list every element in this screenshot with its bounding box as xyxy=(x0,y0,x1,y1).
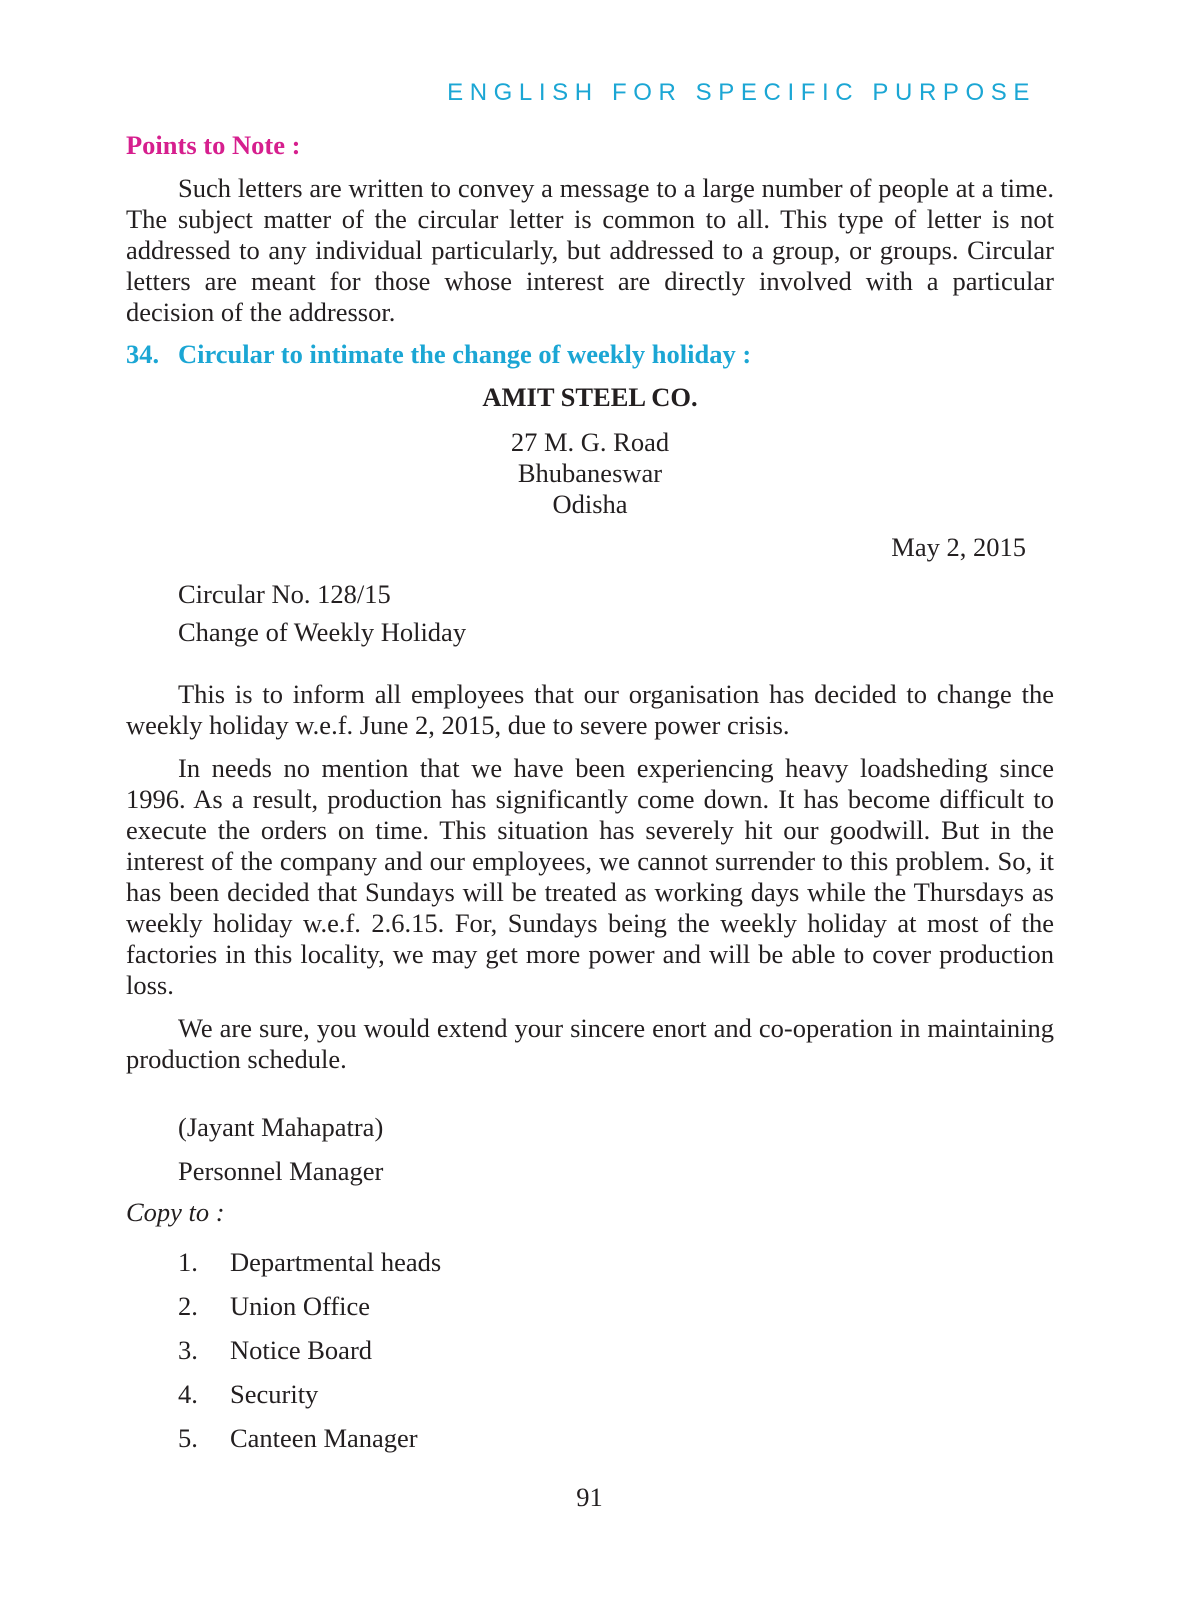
signature-block xyxy=(126,1105,1054,1193)
letter-reference xyxy=(126,575,1054,651)
section-title: Circular to intimate the change of weekly holiday : xyxy=(178,339,752,369)
signatory-title: Personnel Manager xyxy=(178,1156,384,1186)
points-to-note-heading: Points to Note : xyxy=(126,130,301,160)
copy-to-number: 3. xyxy=(178,1335,198,1365)
copy-to-text: Canteen Manager xyxy=(230,1423,418,1453)
company-address xyxy=(126,427,1054,520)
copy-to-label: Copy to : xyxy=(126,1197,225,1227)
circular-letter xyxy=(126,382,1054,1460)
copy-to-number: 4. xyxy=(178,1379,198,1409)
copy-to-text: Security xyxy=(230,1379,319,1409)
address-line: Odisha xyxy=(552,489,628,519)
letter-subject: Change of Weekly Holiday xyxy=(178,617,467,647)
copy-to-text: Departmental heads xyxy=(230,1247,442,1277)
copy-to-number: 1. xyxy=(178,1247,198,1277)
letter-paragraph: We are sure, you would extend your sincere enort and co-operation in maintaining production schedule. xyxy=(126,1013,1054,1074)
running-head: ENGLISH FOR SPECIFIC PURPOSE xyxy=(447,79,1036,106)
section-heading xyxy=(126,339,1054,370)
address-line: Bhubaneswar xyxy=(517,458,663,488)
page-content xyxy=(126,130,1054,1460)
address-line: 27 M. G. Road xyxy=(510,427,670,457)
copy-to-item xyxy=(178,1372,1054,1416)
copy-to-text: Notice Board xyxy=(230,1335,373,1365)
circular-number: Circular No. 128/15 xyxy=(178,579,391,609)
company-name: AMIT STEEL CO. xyxy=(482,382,698,412)
copy-to-number: 5. xyxy=(178,1423,198,1453)
signatory-name: (Jayant Mahapatra) xyxy=(178,1112,384,1142)
letter-paragraph: This is to inform all employees that our organisation has decided to change the weekly holiday w.e.f. June 2, 2015, due to severe power crisis. xyxy=(126,679,1054,740)
letter-date: May 2, 2015 xyxy=(891,532,1026,562)
copy-to-number: 2. xyxy=(178,1291,198,1321)
points-to-note-text: Such letters are written to convey a message to a large number of people at a time. The subject matter of the circular letter is common to all. This type of letter is not addressed to any individual particularly, but addressed to a group, or groups. Circular letters are meant for those whose interest are directly involved with a particular decision of the addressor. xyxy=(126,173,1054,327)
copy-to-item xyxy=(178,1240,1054,1284)
section-number: 34. xyxy=(126,339,160,369)
copy-to-item xyxy=(178,1328,1054,1372)
copy-to-item xyxy=(178,1284,1054,1328)
letter-paragraph: In needs no mention that we have been experiencing heavy loadsheding since 1996. As a result, production has significantly come down. It has become difficult to execute the orders on time. This situation has severely hit our goodwill. But in the interest of the company and our employees, we cannot surrender to this problem. So, it has been decided that Sundays will be treated as working days while the Thursdays as weekly holiday w.e.f. 2.6.15. For, Sundays being the weekly holiday at most of the factories in this locality, we may get more power and will be able to cover production loss. xyxy=(126,753,1054,1000)
copy-to-item xyxy=(178,1416,1054,1460)
copy-to-text: Union Office xyxy=(230,1291,371,1321)
page-number: 91 xyxy=(576,1482,603,1512)
copy-to-list xyxy=(178,1240,1054,1460)
